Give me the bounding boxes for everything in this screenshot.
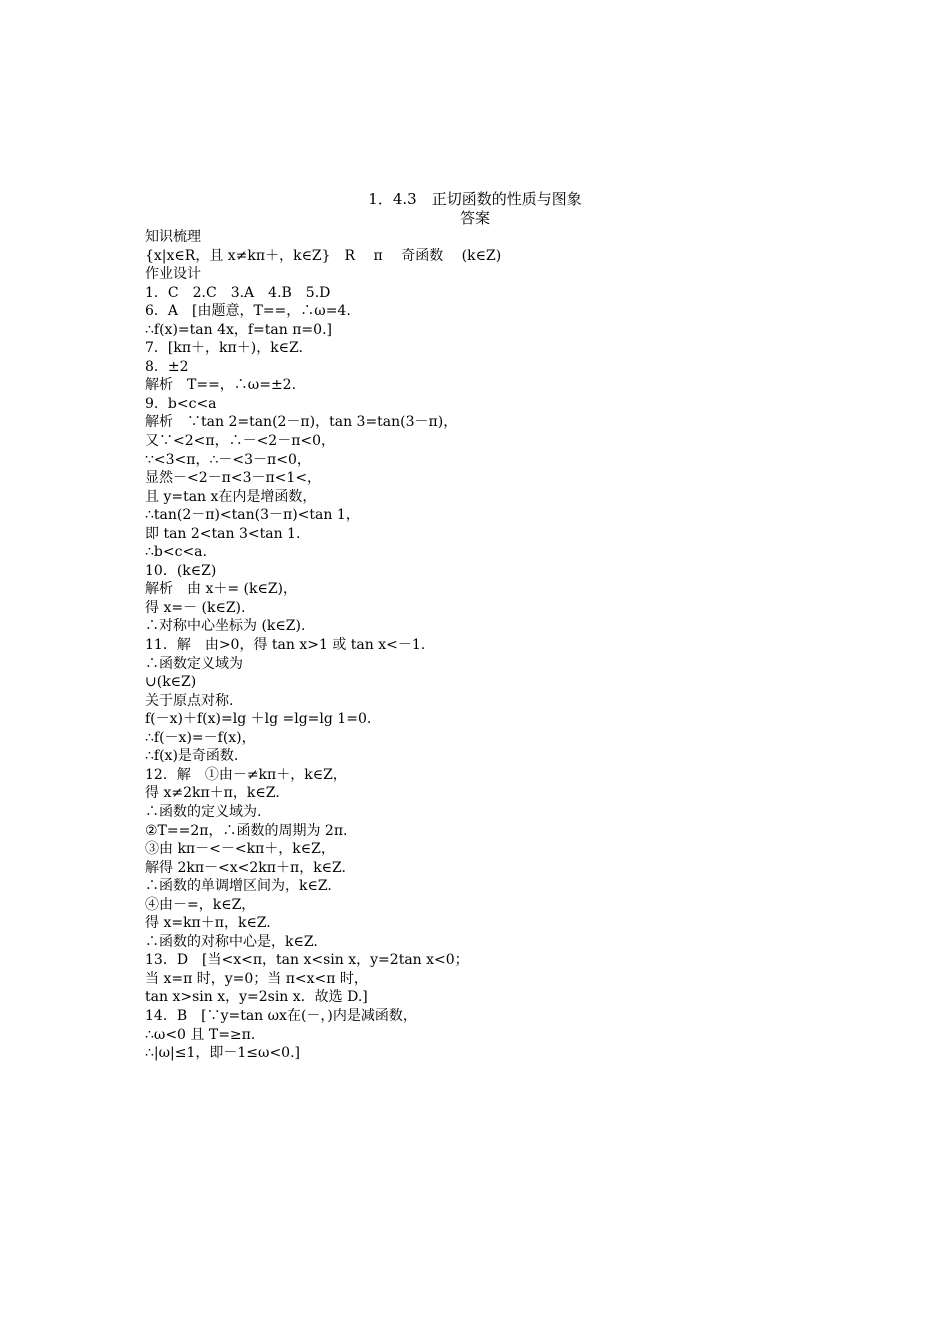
answer-body: [145, 228, 845, 1063]
text-line: ∴函数的对称中心是，k∈Z.: [145, 933, 318, 950]
text-line: ∴f(－x)=－f(x)，: [145, 729, 256, 746]
text-line: 1．C 2.C 3.A 4.B 5.D: [145, 284, 331, 301]
text-line: 9．b<c<a: [145, 395, 217, 412]
text-line: ∴函数的单调增区间为，k∈Z.: [145, 878, 332, 895]
text-line: ④由－=，k∈Z，: [145, 896, 256, 913]
text-line: 得 x=－ (k∈Z).: [145, 599, 246, 616]
text-line: 6．A [由题意，T==，∴ω=4.: [145, 303, 351, 320]
text-line: 关于原点对称.: [145, 692, 234, 709]
text-line: 得 x≠2kπ＋π，k∈Z.: [145, 785, 280, 802]
text-line: ∴函数定义域为: [145, 655, 243, 672]
text-line: ∴ω<0 且 T=≥π.: [145, 1026, 256, 1043]
text-line: 12．解 ①由－≠kπ＋，k∈Z，: [145, 766, 347, 783]
text-line: 解析 由 x＋= (k∈Z)，: [145, 581, 298, 598]
text-line: 13．D [当<x<π，tan x<sin x，y=2tan x<0；: [145, 952, 469, 969]
text-line: ③由 kπ－<－<kπ＋，k∈Z，: [145, 841, 335, 858]
text-line: 即 tan 2<tan 3<tan 1.: [145, 525, 301, 542]
text-line: ②T==2π，∴函数的周期为 2π.: [145, 822, 348, 839]
page-subtitle: 答案: [459, 209, 490, 227]
text-line: ∴|ω|≤1，即－1≤ω<0.]: [145, 1045, 300, 1062]
text-line: 解得 2kπ－<x<2kπ＋π，k∈Z.: [145, 859, 346, 876]
text-line: 当 x=π 时，y=0；当 π<x<π 时，: [145, 970, 368, 987]
text-line: 11．解 由>0，得 tan x>1 或 tan x<－1.: [145, 637, 426, 654]
text-line: 8．±2: [145, 358, 189, 375]
text-line: 解析 T==，∴ω=±2.: [145, 377, 297, 394]
text-line: tan x>sin x，y=2sin x．故选 D.]: [145, 989, 368, 1006]
text-line: ∴b<c<a.: [145, 544, 207, 561]
text-line: ∪(k∈Z): [145, 674, 197, 691]
text-line: 解析 ∵tan 2=tan(2－π)，tan 3=tan(3－π)，: [145, 414, 458, 431]
text-line: 得 x=kπ＋π，k∈Z.: [145, 915, 271, 932]
text-line: 又∵<2<π，∴－<2－π<0，: [145, 433, 336, 450]
section-heading-knowledge: 知识梳理: [145, 229, 201, 245]
text-line: {x|x∈R，且 x≠kπ＋，k∈Z} R π 奇函数 (k∈Z): [145, 247, 502, 264]
text-line: 且 y=tan x在内是增函数，: [145, 488, 317, 505]
text-line: ∴tan(2－π)<tan(3－π)<tan 1，: [145, 507, 360, 524]
section-heading-homework: 作业设计: [145, 266, 201, 283]
text-line: ∴f(x)=tan 4x，f=tan π=0.]: [145, 321, 332, 338]
text-line: ∵<3<π，∴－<3－π<0，: [145, 451, 311, 468]
text-line: ∴f(x)是奇函数.: [145, 748, 239, 765]
text-line: ∴函数的定义域为.: [145, 803, 262, 820]
text-line: 10．(k∈Z): [145, 562, 217, 579]
text-line: f(－x)＋f(x)=lg ＋lg =lg=lg 1=0.: [145, 711, 372, 728]
page-title: 1．4.3 正切函数的性质与图象: [368, 190, 582, 208]
text-line: 14．B [∵y=tan ωx在(－，)内是减函数，: [145, 1007, 417, 1024]
text-line: ∴对称中心坐标为 (k∈Z).: [145, 618, 306, 635]
text-line: 7．[kπ＋，kπ＋)，k∈Z.: [145, 340, 303, 357]
text-line: 显然－<2－π<3－π<1<，: [145, 470, 322, 487]
